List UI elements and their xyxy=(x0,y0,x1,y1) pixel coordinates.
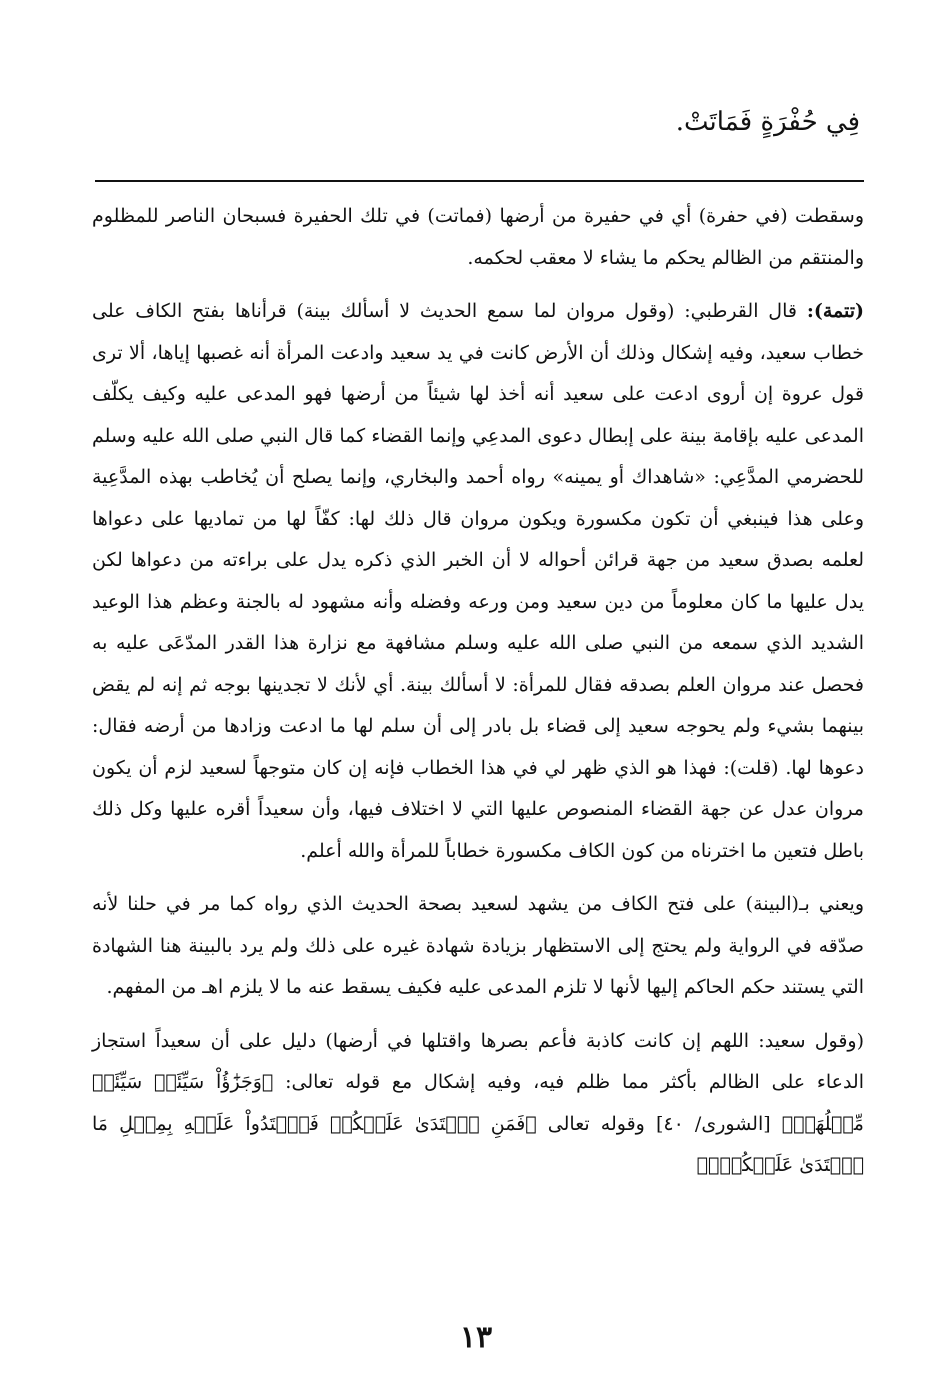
paragraph-text: (وقول سعيد: اللهم إن كانت كاذبة فأعم بصرها واقتلها في أرضها) دليل على أن سعيداً استجاز الدعاء على الظالم بأكثر مما ظلم فيه، وفيه إشكال مع قوله تعالى: ﴿وَجَزَٰٓؤُاْ سَيِّئَةٖ سَيِّئَةٞ مِّثۡلُهَاۖ﴾ [الشورى/ ٤٠] وقوله تعالى ﴿فَمَنِ ٱعۡتَدَىٰ عَلَيۡكُمۡ فَٱعۡتَدُواْ عَلَيۡهِ بِمِثۡلِ مَا ٱعۡتَدَىٰ عَلَيۡكُمۡۚ﴾ xyxy=(92,1029,864,1176)
paragraph-text: وسقطت (في حفرة) أي في حفيرة من أرضها (فماتت) في تلك الحفيرة فسبحان الناصر للمظلوم والمنتقم من الظالم يحكم ما يشاء لا معقب لحكمه. xyxy=(92,205,864,269)
separator-rule xyxy=(95,180,864,182)
paragraph xyxy=(92,291,864,872)
paragraph-text: ويعني بـ(البينة) على فتح الكاف من يشهد لسعيد بصحة الحديث الذي رواه كما مر في حلنا لأنه صدّقه في الرواية ولم يحتج إلى الاستظهار بزيادة شهادة غيره على ذلك ولم يرد بالبينة هنا الشهادة التي يستند حكم الحاكم إليها لأنها لا تلزم المدعى عليه فكيف يسقط عنه ما لا يلزم اهـ من المفهم. xyxy=(92,893,864,998)
paragraph-text: قال القرطبي: (وقول مروان لما سمع الحديث لا أسألك بينة) قرأناها بفتح الكاف على خطاب سعيد، وفيه إشكال وذلك أن الأرض كانت في يد سعيد وادعت المرأة أنه غصبها إياها، ألا ترى قول عروة إن أروى ادعت على سعيد أنه أخذ لها شيئاً من أرضها فهو المدعى عليه وكيف يكلّف المدعى عليه بإقامة بينة على إبطال دعوى المدعِي وإنما القضاء كما قال النبي صلى الله عليه وسلم للحضرمي المدَّعِي: «شاهداك أو يمينه» رواه أحمد والبخاري، وإنما يصلح أن يُخاطب بهذه المدَّعِية وعلى هذا فينبغي أن تكون مكسورة ويكون مروان قال ذلك لها: كفّاً لها من تماديها على دعواها لعلمه بصدق سعيد من جهة قرائن أحواله لا أن الخبر الذي ذكره يدل على براءته من دعواها لكن يدل عليها ما كان معلوماً من دين سعيد ومن ورعه وفضله وأنه مشهود له بالجنة وعظم هذا الوعيد الشديد الذي سمعه من النبي صلى الله عليه وسلم مشافهة مع نزارة هذا القدر المدّعَى عليه به فحصل عند مروان العلم بصدقه فقال للمرأة: لا أسألك بينة. أي لأنك لا تجدينها بوجه ثم إنه لم يقض بينهما بشيء ولم يحوجه سعيد إلى قضاء بل بادر إلى أن سلم لها ما ادعت وزادها من أرضه فقال: دعوها لها. (قلت): فهذا هو الذي ظهر لي في هذا الخطاب فإنه إن كان متوجهاً لسعيد لزم أن يكون مروان عدل عن جهة القضاء المنصوص عليها التي لا اختلاف فيها، وأن سعيداً أقره عليها وكل ذلك باطل فتعين ما اخترناه من كون الكاف مكسورة خطاباً للمرأة والله أعلم. xyxy=(92,300,864,862)
paragraph-lead: (تتمة): xyxy=(806,300,864,322)
quran-verse-header: فِي حُفْرَةٍ فَمَاتَتْ. xyxy=(675,107,860,137)
paragraph xyxy=(92,1021,864,1187)
page-number: ١٣ xyxy=(459,1320,493,1355)
commentary-body xyxy=(92,196,864,1187)
paragraph xyxy=(92,196,864,279)
paragraph xyxy=(92,884,864,1009)
